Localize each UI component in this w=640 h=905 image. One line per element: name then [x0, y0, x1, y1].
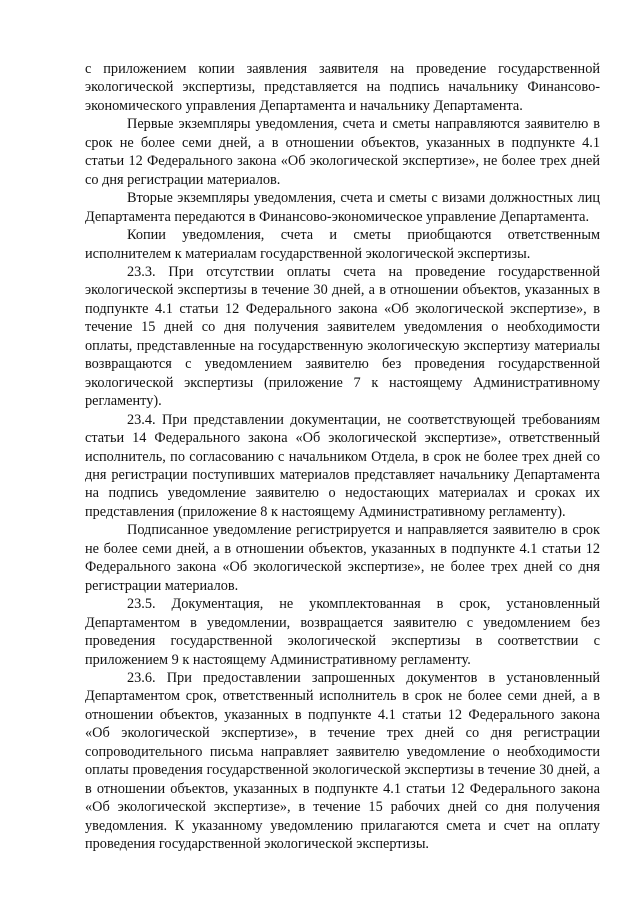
paragraph-first-copies: Первые экземпляры уведомления, счета и сметы направляются заявителю в срок не более семи дней, а в отношении объектов, указанных в подпункте 4.1 статьи 12 Федерального закона «Об экологической экспертизе», не более трех дней со дня регистрации материалов. [85, 116, 600, 188]
paragraph-23-5: 23.5. Документация, не укомплектованная в срок, установленный Департаментом в уведомлении, возвращается заявителю с уведомлением без проведения государственной экологической экспертизы в соответствии с приложением 9 к настоящему Административному регламенту. [85, 596, 600, 668]
document-page [85, 60, 600, 853]
paragraph-copies-attached: Копии уведомления, счета и сметы приобщаются ответственным исполнителем к материалам государственной экологической экспертизы. [85, 227, 600, 262]
paragraph-continuation: с приложением копии заявления заявителя на проведение государственной экологической экспертизы, представляется на подпись начальнику Финансово-экономического управления Департамента и начальнику Департамента. [85, 61, 600, 114]
paragraph-23-4: 23.4. При представлении документации, не соответствующей требованиям статьи 14 Федерального закона «Об экологической экспертизе», ответственный исполнитель, по согласованию с начальником Отдела, в срок не более трех дней со дня регистрации поступивших материалов представляет начальнику Департамента на подпись уведомление заявителю о недостающих материалах и сроках их представления (приложение 8 к настоящему Административному регламенту). [85, 411, 600, 520]
paragraph-23-3: 23.3. При отсутствии оплаты счета на проведение государственной экологической экспертизы в течение 30 дней, а в отношении объектов, указанных в подпункте 4.1 статьи 12 Федерального закона «Об экологической экспертизе», в течение 15 дней со дня получения заявителем уведомления о необходимости оплаты, представленные на государственную экологическую экспертизу материалы возвращаются с уведомлением заявителю без проведения государственной экологической экспертизы (приложение 7 к настоящему Административному регламенту). [85, 263, 600, 410]
paragraph-signed-notice: Подписанное уведомление регистрируется и направляется заявителю в срок не более семи дней, а в отношении объектов, указанных в подпункте 4.1 статьи 12 Федерального закона «Об экологической экспертизе», не более трех дней со дня регистрации материалов. [85, 522, 600, 594]
paragraph-23-6: 23.6. При предоставлении запрошенных документов в установленный Департаментом срок, ответственный исполнитель в срок не более семи дней, а в отношении объектов, указанных в подпункте 4.1 статьи 12 Федерального закона «Об экологической экспертизе», в течение трех дней со дня регистрации сопроводительного письма направляет заявителю уведомление о необходимости оплаты проведения государственной экологической экспертизы в течение 30 дней, а в отношении объектов, указанных в подпункте 4.1 статьи 12 Федерального закона «Об экологической экспертизе», в течение 15 рабочих дней со дня получения уведомления. К указанному уведомлению прилагаются смета и счет на оплату проведения государственной экологической экспертизы. [85, 669, 600, 853]
paragraph-second-copies: Вторые экземпляры уведомления, счета и сметы с визами должностных лиц Департамента передаются в Финансово-экономическое управление Департамента. [85, 190, 600, 225]
